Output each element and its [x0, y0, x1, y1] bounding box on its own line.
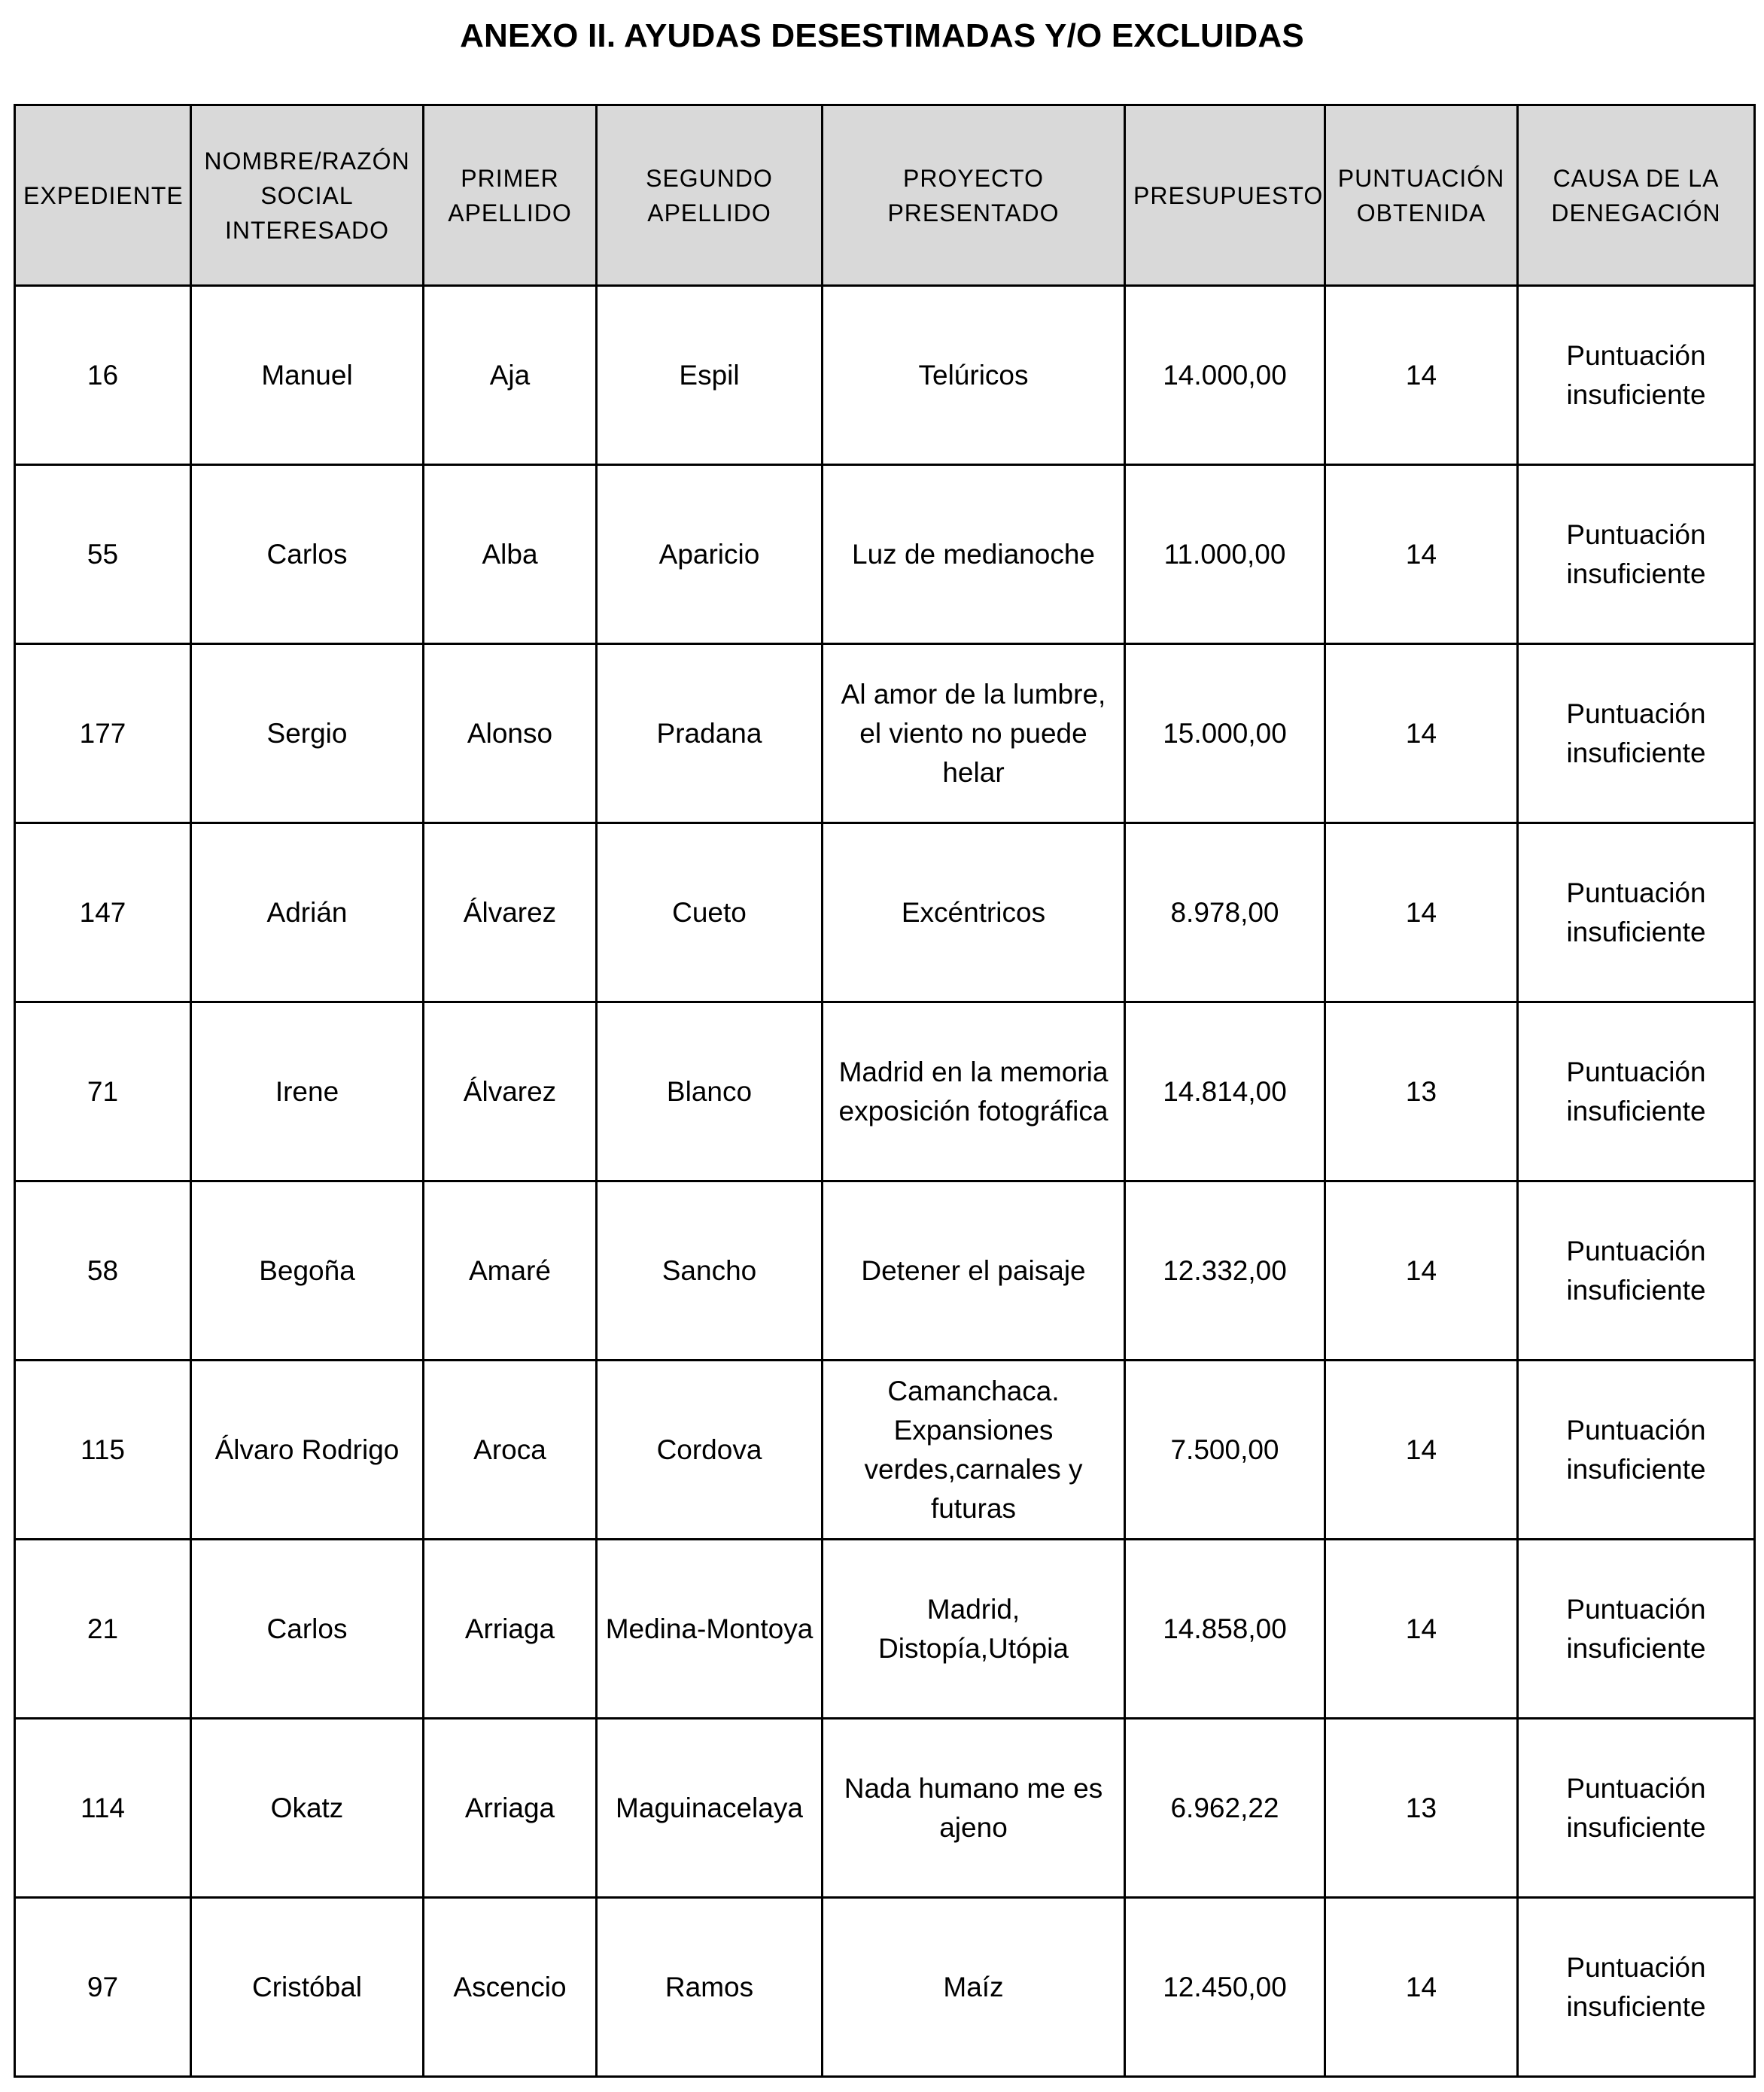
cell-puntuacion: 14: [1325, 1540, 1518, 1719]
cell-presupuesto: 8.978,00: [1125, 823, 1325, 1002]
cell-causa: Puntuación insuficiente: [1518, 1181, 1755, 1361]
header-proyecto: PROYECTO PRESENTADO: [823, 105, 1125, 286]
cell-nombre: Manuel: [191, 286, 424, 465]
table-row: [15, 644, 1755, 823]
cell-expediente: 58: [15, 1181, 191, 1361]
table-row: [15, 1181, 1755, 1361]
cell-segundo-apellido: Blanco: [597, 1002, 823, 1181]
cell-segundo-apellido: Maguinacelaya: [597, 1719, 823, 1898]
header-puntuacion: PUNTUACIÓN OBTENIDA: [1325, 105, 1518, 286]
cell-segundo-apellido: Pradana: [597, 644, 823, 823]
table-row: [15, 465, 1755, 644]
cell-causa: Puntuación insuficiente: [1518, 644, 1755, 823]
header-presupuesto: PRESUPUESTO: [1125, 105, 1325, 286]
cell-segundo-apellido: Espil: [597, 286, 823, 465]
cell-puntuacion: 14: [1325, 644, 1518, 823]
cell-proyecto: Excéntricos: [823, 823, 1125, 1002]
cell-proyecto: Maíz: [823, 1898, 1125, 2077]
cell-primer-apellido: Alonso: [424, 644, 597, 823]
cell-proyecto: Madrid en la memoria exposición fotográfica: [823, 1002, 1125, 1181]
cell-primer-apellido: Alba: [424, 465, 597, 644]
cell-presupuesto: 14.814,00: [1125, 1002, 1325, 1181]
cell-expediente: 55: [15, 465, 191, 644]
cell-primer-apellido: Arriaga: [424, 1540, 597, 1719]
cell-causa: Puntuación insuficiente: [1518, 1361, 1755, 1540]
cell-causa: Puntuación insuficiente: [1518, 1540, 1755, 1719]
cell-primer-apellido: Álvarez: [424, 823, 597, 1002]
cell-expediente: 177: [15, 644, 191, 823]
cell-segundo-apellido: Medina-Montoya: [597, 1540, 823, 1719]
cell-nombre: Carlos: [191, 465, 424, 644]
cell-primer-apellido: Aja: [424, 286, 597, 465]
header-expediente: EXPEDIENTE: [15, 105, 191, 286]
cell-proyecto: Luz de medianoche: [823, 465, 1125, 644]
cell-causa: Puntuación insuficiente: [1518, 823, 1755, 1002]
table-row: [15, 1719, 1755, 1898]
cell-proyecto: Camanchaca. Expansiones verdes,carnales y futuras: [823, 1361, 1125, 1540]
cell-causa: Puntuación insuficiente: [1518, 1002, 1755, 1181]
cell-expediente: 147: [15, 823, 191, 1002]
header-primer-apellido: PRIMER APELLIDO: [424, 105, 597, 286]
cell-primer-apellido: Ascencio: [424, 1898, 597, 2077]
table-row: [15, 823, 1755, 1002]
cell-proyecto: Madrid, Distopía,Utópia: [823, 1540, 1125, 1719]
header-nombre: NOMBRE/RAZÓN SOCIAL INTERESADO: [191, 105, 424, 286]
cell-segundo-apellido: Sancho: [597, 1181, 823, 1361]
cell-nombre: Cristóbal: [191, 1898, 424, 2077]
cell-nombre: Álvaro Rodrigo: [191, 1361, 424, 1540]
cell-primer-apellido: Amaré: [424, 1181, 597, 1361]
cell-causa: Puntuación insuficiente: [1518, 286, 1755, 465]
header-causa: CAUSA DE LA DENEGACIÓN: [1518, 105, 1755, 286]
cell-nombre: Okatz: [191, 1719, 424, 1898]
cell-expediente: 115: [15, 1361, 191, 1540]
table-header-row: [15, 105, 1755, 286]
cell-presupuesto: 14.858,00: [1125, 1540, 1325, 1719]
table-row: [15, 1002, 1755, 1181]
cell-proyecto: Detener el paisaje: [823, 1181, 1125, 1361]
cell-puntuacion: 14: [1325, 286, 1518, 465]
cell-puntuacion: 14: [1325, 1898, 1518, 2077]
header-segundo-apellido: SEGUNDO APELLIDO: [597, 105, 823, 286]
cell-primer-apellido: Aroca: [424, 1361, 597, 1540]
cell-proyecto: Telúricos: [823, 286, 1125, 465]
cell-puntuacion: 13: [1325, 1002, 1518, 1181]
cell-segundo-apellido: Aparicio: [597, 465, 823, 644]
cell-nombre: Sergio: [191, 644, 424, 823]
cell-proyecto: Al amor de la lumbre, el viento no puede helar: [823, 644, 1125, 823]
cell-segundo-apellido: Cueto: [597, 823, 823, 1002]
cell-causa: Puntuación insuficiente: [1518, 465, 1755, 644]
cell-nombre: Begoña: [191, 1181, 424, 1361]
cell-presupuesto: 12.332,00: [1125, 1181, 1325, 1361]
table-row: [15, 1898, 1755, 2077]
cell-segundo-apellido: Cordova: [597, 1361, 823, 1540]
cell-nombre: Carlos: [191, 1540, 424, 1719]
cell-nombre: Irene: [191, 1002, 424, 1181]
cell-presupuesto: 7.500,00: [1125, 1361, 1325, 1540]
cell-presupuesto: 11.000,00: [1125, 465, 1325, 644]
cell-expediente: 71: [15, 1002, 191, 1181]
table-row: [15, 1540, 1755, 1719]
cell-presupuesto: 12.450,00: [1125, 1898, 1325, 2077]
cell-primer-apellido: Arriaga: [424, 1719, 597, 1898]
cell-expediente: 21: [15, 1540, 191, 1719]
page-title: ANEXO II. AYUDAS DESESTIMADAS Y/O EXCLUIDAS: [460, 17, 1304, 54]
cell-segundo-apellido: Ramos: [597, 1898, 823, 2077]
cell-nombre: Adrián: [191, 823, 424, 1002]
table-body: [15, 286, 1755, 2077]
cell-expediente: 114: [15, 1719, 191, 1898]
cell-presupuesto: 6.962,22: [1125, 1719, 1325, 1898]
cell-puntuacion: 14: [1325, 465, 1518, 644]
cell-expediente: 97: [15, 1898, 191, 2077]
ayudas-table: [14, 104, 1756, 2078]
cell-puntuacion: 14: [1325, 823, 1518, 1002]
cell-causa: Puntuación insuficiente: [1518, 1719, 1755, 1898]
cell-proyecto: Nada humano me es ajeno: [823, 1719, 1125, 1898]
cell-presupuesto: 15.000,00: [1125, 644, 1325, 823]
cell-puntuacion: 13: [1325, 1719, 1518, 1898]
table-row: [15, 286, 1755, 465]
table-row: [15, 1361, 1755, 1540]
cell-puntuacion: 14: [1325, 1181, 1518, 1361]
cell-causa: Puntuación insuficiente: [1518, 1898, 1755, 2077]
cell-expediente: 16: [15, 286, 191, 465]
cell-presupuesto: 14.000,00: [1125, 286, 1325, 465]
cell-puntuacion: 14: [1325, 1361, 1518, 1540]
cell-primer-apellido: Álvarez: [424, 1002, 597, 1181]
